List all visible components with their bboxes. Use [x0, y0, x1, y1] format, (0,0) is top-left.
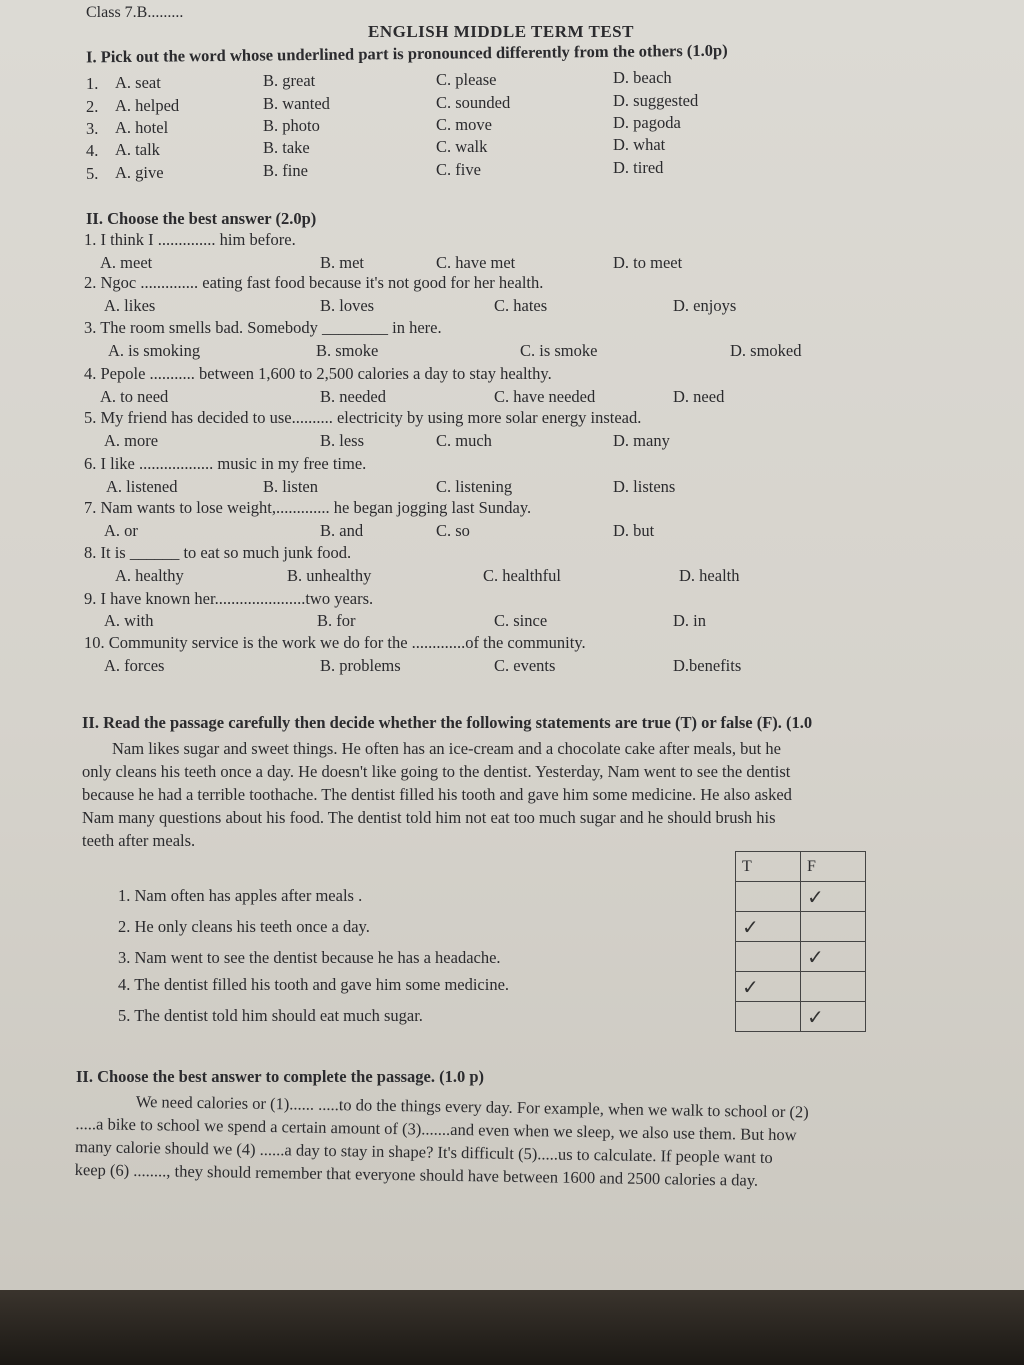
option-b: B. wanted: [263, 94, 330, 113]
option-a: A. meet: [100, 253, 153, 272]
question-text: 8. It is ______ to eat so much junk food.: [84, 543, 352, 562]
option-a: A. is smoking: [108, 341, 201, 360]
option-c: C. please: [436, 69, 497, 89]
option-a: A. seat: [115, 72, 161, 92]
section4-heading: II. Choose the best answer to complete the passage. (1.0 p): [76, 1067, 485, 1086]
passage-line: .....a bike to school we spend a certain amount of (3).......and even when we sleep, we also use them. But how: [75, 1113, 797, 1145]
option-a: A. likes: [104, 296, 156, 315]
passage-line: Nam likes sugar and sweet things. He often has an ice-cream and a chocolate cake after meals, but he: [112, 739, 781, 758]
option-c: C. healthful: [483, 566, 561, 585]
cell-true: [736, 912, 801, 942]
statement: 1. Nam often has apples after meals .: [118, 886, 363, 905]
option-a: A. or: [104, 521, 138, 540]
passage-line: because he had a terrible toothache. The dentist filled his tooth and gave him some medicine. He also asked: [82, 785, 792, 804]
cell-false: [801, 942, 866, 972]
option-d: D. tired: [613, 158, 664, 177]
option-d: D. need: [673, 387, 725, 406]
option-c: C. walk: [436, 136, 488, 156]
option-a: A. healthy: [115, 566, 184, 585]
question-text: 3. The room smells bad. Somebody ________ in here.: [84, 318, 442, 337]
question-text: 9. I have known her......................two years.: [84, 589, 374, 608]
option-a: A. to need: [100, 387, 169, 406]
checkmark-icon: ✓: [807, 944, 824, 969]
cell-false: [801, 882, 866, 912]
option-c: C. so: [436, 521, 470, 540]
option-d: D. what: [613, 135, 666, 154]
cell-true: [736, 882, 801, 912]
option-c: C. have needed: [494, 387, 596, 406]
item-number: 3.: [86, 119, 99, 138]
item-number: 4.: [86, 141, 99, 160]
option-d: D. smoked: [730, 341, 802, 360]
option-a: A. with: [104, 611, 154, 630]
option-b: B. take: [263, 138, 310, 157]
table-surface: [0, 1290, 1024, 1365]
question-text: 6. I like .................. music in my free time.: [84, 454, 367, 473]
option-b: B. unhealthy: [287, 566, 372, 585]
class-label: Class 7.B.........: [86, 4, 184, 21]
option-b: B. great: [263, 71, 316, 90]
section3-heading: II. Read the passage carefully then decide whether the following statements are true (T) or false (F). (1.0: [82, 713, 813, 732]
section2-heading: II. Choose the best answer (2.0p): [86, 209, 317, 228]
item-number: 2.: [86, 97, 99, 116]
option-b: B. for: [317, 611, 356, 630]
option-c: C. five: [436, 159, 481, 179]
option-c: C. listening: [436, 477, 513, 496]
header-true: T: [736, 852, 801, 882]
question-text: 7. Nam wants to lose weight,............. he began jogging last Sunday.: [84, 498, 532, 517]
passage-line: Nam many questions about his food. The dentist told him not eat too much sugar and he should brush his: [82, 808, 776, 827]
option-c: C. since: [494, 611, 548, 630]
item-number: 5.: [86, 164, 99, 183]
cell-false: [801, 1002, 866, 1032]
option-d: D. enjoys: [673, 296, 737, 315]
option-d: D. listens: [613, 477, 676, 496]
option-a: A. give: [115, 162, 164, 182]
cell-true: [736, 942, 801, 972]
checkmark-icon: ✓: [742, 914, 759, 939]
section3-passage: [82, 737, 960, 852]
option-d: D. health: [679, 566, 740, 585]
passage-line: We need calories or (1)...... .....to do the things every day. For example, when we walk to school or (2): [135, 1091, 809, 1122]
option-a: A. listened: [106, 477, 178, 496]
statement: 5. The dentist told him should eat much sugar.: [118, 1006, 423, 1025]
item-number: 1.: [86, 74, 99, 93]
option-a: A. forces: [104, 656, 165, 675]
true-false-table: [735, 851, 866, 1032]
passage-line: only cleans his teeth once a day. He doesn't like going to the dentist. Yesterday, Nam went to see the dentist: [82, 762, 791, 781]
option-b: B. needed: [320, 387, 386, 406]
section1-heading: I. Pick out the word whose underlined part is pronounced differently from the others (1.0p): [85, 40, 728, 67]
option-d: D.benefits: [673, 656, 742, 675]
question-text: 5. My friend has decided to use.......... electricity by using more solar energy instead.: [84, 408, 642, 427]
cell-false: [801, 912, 866, 942]
option-a: A. hotel: [115, 117, 169, 137]
option-b: B. loves: [320, 296, 375, 315]
option-c: C. have met: [436, 253, 516, 272]
cell-false: [801, 972, 866, 1002]
option-b: B. fine: [263, 161, 308, 180]
statement: 2. He only cleans his teeth once a day.: [118, 917, 370, 936]
option-b: B. problems: [320, 656, 401, 675]
option-c: C. events: [494, 656, 556, 675]
option-d: D. pagoda: [613, 113, 681, 132]
checkmark-icon: ✓: [807, 884, 824, 909]
header-false: F: [801, 852, 866, 882]
option-b: B. photo: [263, 116, 320, 135]
option-a: A. talk: [115, 139, 160, 159]
statement: 4. The dentist filled his tooth and gave him some medicine.: [118, 975, 510, 994]
option-d: D. many: [613, 431, 670, 450]
option-d: D. beach: [613, 68, 672, 87]
option-d: D. to meet: [613, 253, 683, 272]
option-c: C. sounded: [436, 92, 511, 112]
statement: 3. Nam went to see the dentist because he has a headache.: [118, 948, 501, 967]
option-b: B. smoke: [316, 341, 379, 360]
question-text: 2. Ngoc .............. eating fast food because it's not good for her health.: [84, 273, 544, 292]
passage-line: keep (6) ........, they should remember that everyone should have between 1600 and 2500 calories a day.: [74, 1159, 759, 1190]
question-text: 10. Community service is the work we do for the .............of the community.: [84, 633, 586, 652]
option-d: D. but: [613, 521, 655, 540]
checkmark-icon: ✓: [742, 974, 759, 999]
option-c: C. hates: [494, 296, 548, 315]
option-d: D. in: [673, 611, 706, 630]
cell-true: [736, 972, 801, 1002]
option-d: D. suggested: [613, 91, 699, 110]
section4-passage: [75, 1089, 994, 1195]
option-b: B. and: [320, 521, 364, 540]
option-b: B. met: [320, 253, 364, 272]
option-a: A. more: [104, 431, 159, 450]
test-title: ENGLISH MIDDLE TERM TEST: [368, 22, 634, 41]
passage-line: many calorie should we (4) ......a day to stay in shape? It's difficult (5).....us to calculate. If people want to: [74, 1136, 773, 1167]
option-c: C. much: [436, 431, 492, 450]
option-b: B. less: [320, 431, 365, 450]
question-text: 1. I think I .............. him before.: [84, 230, 296, 249]
passage-line: teeth after meals.: [82, 831, 196, 850]
option-c: C. move: [436, 114, 492, 134]
cell-true: [736, 1002, 801, 1032]
checkmark-icon: ✓: [807, 1004, 824, 1029]
option-c: C. is smoke: [520, 341, 598, 360]
option-b: B. listen: [263, 477, 319, 496]
option-a: A. helped: [115, 95, 180, 115]
question-text: 4. Pepole ........... between 1,600 to 2,500 calories a day to stay healthy.: [84, 364, 552, 383]
